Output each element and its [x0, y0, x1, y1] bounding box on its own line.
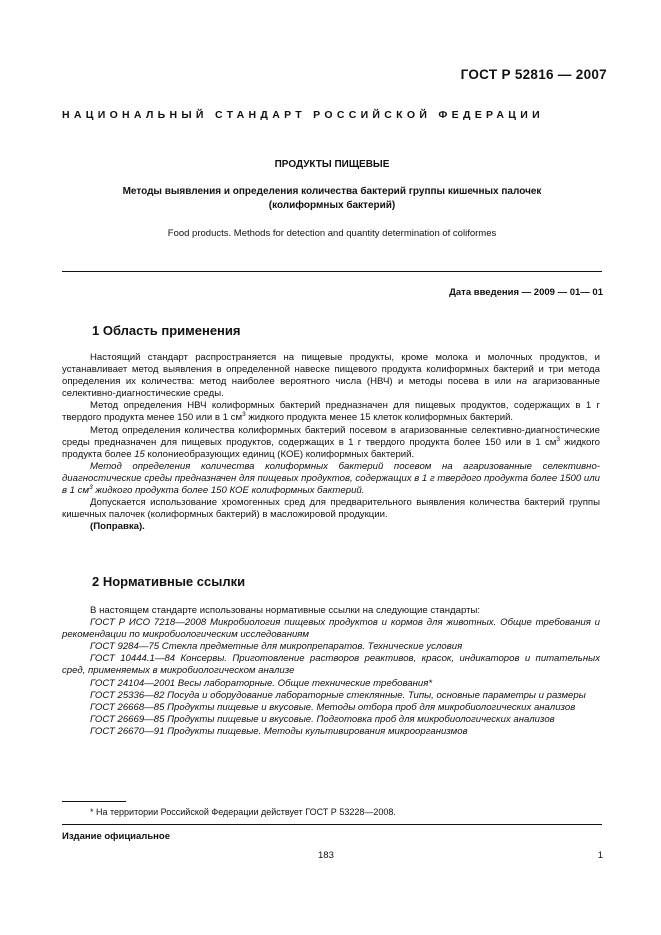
reference-item: ГОСТ 25336—82 Посуда и оборудование лабораторные стеклянные. Типы, основные параметры и размеры	[90, 689, 586, 701]
reference-item: ГОСТ 9284—75 Стекла предметные для микропрепаратов. Технические условия	[90, 641, 463, 653]
section-2-body	[62, 605, 600, 738]
amendment-note: (Поправка).	[90, 521, 145, 533]
document-subtitle	[62, 185, 602, 213]
paragraph: Метод определения количества колиформных бактерий посевом в агаризованные селективно-диагностические среды предназначен для пищевых продуктов, содержащих в 1 г твердого продукта более 150 или в 1 $см^3$ жидкого продукта более 15 колониеобразующих единиц (КОЕ) колиформных бактерий.	[62, 424, 600, 460]
section-1-heading: 1 Область применения	[92, 323, 241, 338]
subtitle-line-1: Методы выявления и определения количества бактерий группы кишечных палочек	[122, 186, 542, 197]
english-title: Food products. Methods for detection and quantity determination of coliformes	[167, 228, 497, 239]
introduction-date: Дата введения — 2009 — 01— 01	[449, 287, 603, 298]
reference-item: ГОСТ 24104—2001 Весы лабораторные. Общие технические требования*	[90, 677, 433, 689]
page-number: 183	[318, 850, 334, 861]
reference-item: ГОСТ Р ИСО 7218—2008 Микробиология пищевых продуктов и кормов для животных. Общие требования и рекомендации по микробиологическим исследованиям	[62, 617, 600, 641]
paragraph: Настоящий стандарт распространяется на пищевые продукты, кроме молока и молочных продуктов, и устанавливает метод выявления в определенной навеске пищевого продукта колиформных бактерий и три метода определения их количества: метод наиболее вероятного числа (НВЧ) и методы посева в или на агаризованные селективно-диагностические среды.	[62, 352, 600, 400]
paragraph: Допускается использование хромогенных сред для предварительного выявления количества бактерий группы кишечных палочек (колиформных бактерий) в масложировой продукции.	[62, 497, 600, 521]
footer-divider	[62, 824, 602, 825]
document-title: ПРОДУКТЫ ПИЩЕВЫЕ	[274, 159, 390, 170]
national-standard-title: НАЦИОНАЛЬНЫЙ СТАНДАРТ РОССИЙСКОЙ ФЕДЕРАЦИИ	[62, 109, 544, 121]
paragraph: В настоящем стандарте использованы нормативные ссылки на следующие стандарты:	[90, 605, 481, 616]
subtitle-line-2: (колиформных бактерий)	[268, 200, 396, 211]
footnote-divider	[62, 801, 126, 802]
paragraph: Метод определения количества колиформных бактерий посевом на агаризованные селективно-диагностические среды предназначен для пищевых продуктов, содержащих в 1 г твердого продукта более 1500 или в 1 $см^3$ жидкого продукта более 150 КОЕ колиформных бактерий.	[62, 460, 600, 497]
section-2-heading: 2 Нормативные ссылки	[92, 574, 246, 589]
section-1-body	[62, 352, 600, 533]
reference-item: ГОСТ 10444.1—84 Консервы. Приготовление растворов реактивов, красок, индикаторов и питательных сред, применяемых в микробиологическом анализе	[62, 653, 600, 677]
footnote: * На территории Российской Федерации действует ГОСТ Р 53228—2008.	[90, 807, 396, 817]
title-divider	[62, 271, 602, 272]
edition-label: Издание официальное	[62, 831, 170, 842]
reference-item: ГОСТ 26669—85 Продукты пищевые и вкусовые. Подготовка проб для микробиологических анализов	[90, 713, 555, 725]
reference-item: ГОСТ 26670—91 Продукты пищевые. Методы культивирования микроорганизмов	[90, 725, 468, 737]
sheet-number: 1	[597, 850, 603, 861]
gost-number: ГОСТ Р 52816 — 2007	[460, 67, 607, 82]
paragraph: Метод определения НВЧ колиформных бактерий предназначен для пищевых продуктов, содержащих в 1 г твердого продукта менее 150 или в 1 $см^3$ жидкого продукта менее 15 клеток колиформных бактерий.	[62, 400, 600, 424]
reference-item: ГОСТ 26668—85 Продукты пищевые и вкусовые. Методы отбора проб для микробиологических анализов	[90, 701, 576, 713]
